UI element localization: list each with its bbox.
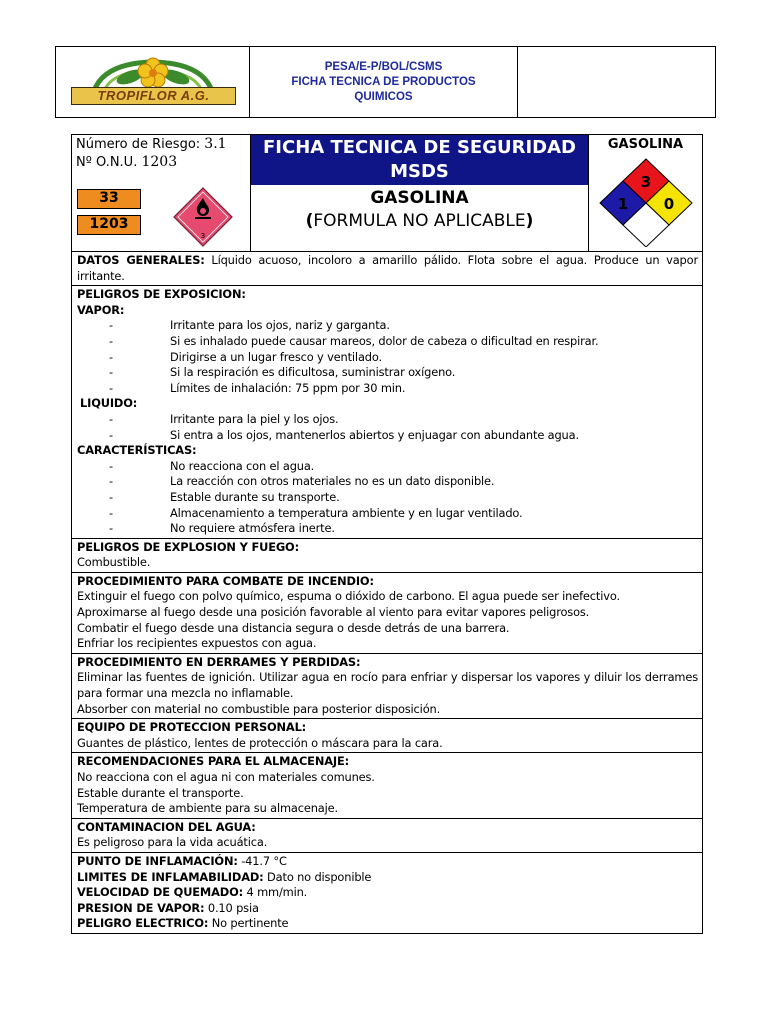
list-bullet: - bbox=[109, 474, 113, 489]
storage-line: Temperatura de ambiente para su almacenaje. bbox=[77, 801, 338, 816]
list-item-text: Dirigirse a un lugar fresco y ventilado. bbox=[170, 349, 382, 364]
list-item-text: Irritante para los ojos, nariz y garganta. bbox=[170, 318, 390, 333]
general-data-label: DATOS GENERALES: bbox=[77, 253, 205, 267]
sheet-top-block bbox=[72, 135, 702, 252]
list-item bbox=[77, 365, 698, 381]
characteristics-label: CARACTERÍSTICAS: bbox=[77, 443, 197, 458]
formula-open-paren: ( bbox=[305, 211, 314, 231]
exposure-hazards-label: PELIGROS DE EXPOSICION: bbox=[77, 287, 246, 302]
risk-number-value: 3.1 bbox=[204, 136, 227, 152]
property-value: 0.10 psia bbox=[204, 900, 259, 915]
list-bullet: - bbox=[109, 349, 113, 364]
explosion-fire-section bbox=[72, 539, 702, 573]
list-item-text: Si es inhalado puede causar mareos, dolor de cabeza o dificultad en respirar. bbox=[170, 333, 599, 348]
firefighting-line: Enfriar los recipientes expuestos con agua. bbox=[77, 636, 317, 651]
formula-text: FORMULA NO APLICABLE bbox=[313, 211, 526, 231]
property-line bbox=[77, 854, 698, 870]
product-formula bbox=[251, 211, 588, 231]
header-title-line1: FICHA TECNICA DE PRODUCTOS bbox=[291, 75, 476, 88]
nfpa-diamond-icon bbox=[596, 157, 696, 247]
liquid-list bbox=[77, 412, 698, 443]
storage-line: Estable durante el transporte. bbox=[77, 785, 244, 800]
general-data-text: Líquido acuoso, incoloro a amarillo pálido. Flota sobre el agua. Produce un vapor irritante. bbox=[77, 253, 698, 283]
nfpa-reactivity-value: 0 bbox=[663, 195, 675, 213]
list-item bbox=[77, 490, 698, 506]
flammable-liquid-diamond-icon bbox=[172, 186, 234, 248]
ppe-text: Guantes de plástico, lentes de protección o máscara para la cara. bbox=[77, 735, 443, 750]
list-bullet: - bbox=[109, 411, 113, 426]
list-bullet: - bbox=[109, 458, 113, 473]
spill-section bbox=[72, 654, 702, 719]
header-empty-cell bbox=[518, 47, 715, 117]
properties-section bbox=[72, 853, 702, 933]
list-item bbox=[77, 459, 698, 475]
svg-text:3: 3 bbox=[200, 232, 206, 240]
list-item bbox=[77, 318, 698, 334]
nfpa-product-label: GASOLINA bbox=[607, 137, 684, 152]
water-contamination-section bbox=[72, 819, 702, 853]
list-item-text: La reacción con otros materiales no es un dato disponible. bbox=[170, 474, 495, 489]
onu-number-label: Nº O.N.U. bbox=[76, 155, 138, 170]
property-label: LIMITES DE INFLAMABILIDAD: bbox=[77, 869, 264, 884]
document-code: PESA/E-P/BOL/CSMS bbox=[324, 60, 443, 73]
liquid-label: LIQUIDO: bbox=[80, 396, 138, 411]
firefighting-label: PROCEDIMIENTO PARA COMBATE DE INCENDIO: bbox=[77, 573, 374, 588]
list-bullet: - bbox=[109, 380, 113, 395]
header-title-line2: QUIMICOS bbox=[354, 90, 413, 103]
property-line bbox=[77, 870, 698, 886]
property-value: -41.7 °C bbox=[237, 853, 287, 868]
firefighting-section bbox=[72, 573, 702, 654]
vapor-label: VAPOR: bbox=[77, 302, 125, 317]
spill-line: Eliminar las fuentes de ignición. Utilizar agua en rocío para enfriar y dispersar los vapores y diluir los derrames para formar una mezcla no inflamable. bbox=[77, 670, 698, 701]
explosion-fire-label: PELIGROS DE EXPLOSION Y FUEGO: bbox=[77, 539, 299, 554]
list-item bbox=[77, 334, 698, 350]
list-bullet: - bbox=[109, 333, 113, 348]
header-title-cell bbox=[250, 47, 518, 117]
sheet-title-line1: FICHA TECNICA DE SEGURIDAD bbox=[263, 137, 576, 158]
list-item-text: No reacciona con el agua. bbox=[170, 458, 315, 473]
list-item-text: Estable durante su transporte. bbox=[170, 489, 340, 504]
list-bullet: - bbox=[109, 489, 113, 504]
firefighting-line: Extinguir el fuego con polvo químico, espuma o dióxido de carbono. El agua puede ser inefectivo. bbox=[77, 589, 620, 604]
list-bullet: - bbox=[109, 318, 113, 333]
exposure-hazards-section bbox=[72, 286, 702, 539]
water-contamination-label: CONTAMINACION DEL AGUA: bbox=[77, 819, 256, 834]
property-value: 4 mm/min. bbox=[243, 885, 308, 900]
sheet-title-line2: MSDS bbox=[390, 161, 449, 182]
storage-section bbox=[72, 753, 702, 818]
spill-label: PROCEDIMIENTO EN DERRAMES Y PERDIDAS: bbox=[77, 654, 361, 669]
storage-line: No reacciona con el agua ni con materiales comunes. bbox=[77, 770, 375, 784]
firefighting-line: Combatir el fuego desde una distancia segura o desde detrás de una barrera. bbox=[77, 620, 510, 635]
company-logo-text: TROPIFLOR A.G. bbox=[71, 87, 236, 105]
property-line bbox=[77, 901, 698, 917]
list-item bbox=[77, 350, 698, 366]
list-item-text: No requiere atmósfera inerte. bbox=[170, 521, 335, 536]
property-label: PRESION DE VAPOR: bbox=[77, 900, 205, 915]
risk-number-label: Número de Riesgo: bbox=[76, 137, 201, 152]
onu-number-line bbox=[76, 154, 177, 170]
company-logo-cell bbox=[56, 47, 250, 117]
property-line bbox=[77, 916, 698, 932]
property-label: PUNTO DE INFLAMACIÓN: bbox=[77, 853, 238, 868]
list-item-text: Límites de inhalación: 75 ppm por 30 min. bbox=[170, 380, 406, 395]
storage-label: RECOMENDACIONES PARA EL ALMACENAJE: bbox=[77, 754, 349, 769]
risk-number-line bbox=[76, 136, 227, 152]
property-value: No pertinente bbox=[208, 916, 289, 931]
sheet-title-block bbox=[251, 135, 589, 251]
onu-number-value: 1203 bbox=[141, 154, 178, 170]
property-line bbox=[77, 885, 698, 901]
list-item bbox=[77, 506, 698, 522]
list-item bbox=[77, 428, 698, 444]
list-item-text: Si la respiración es dificultosa, suministrar oxígeno. bbox=[170, 365, 456, 380]
list-item bbox=[77, 381, 698, 397]
general-data-section bbox=[72, 252, 702, 286]
document-header bbox=[55, 46, 716, 118]
list-bullet: - bbox=[109, 505, 113, 520]
list-item bbox=[77, 412, 698, 428]
property-label: PELIGRO ELECTRICO: bbox=[77, 916, 209, 931]
vapor-list bbox=[77, 318, 698, 396]
property-value: Dato no disponible bbox=[263, 869, 372, 884]
characteristics-list bbox=[77, 459, 698, 537]
firefighting-line: Aproximarse al fuego desde una posición favorable al viento para evitar vapores peligrosos. bbox=[77, 605, 590, 620]
list-bullet: - bbox=[109, 365, 113, 380]
nfpa-health-value: 1 bbox=[617, 195, 629, 213]
sheet-title-band bbox=[251, 135, 588, 185]
list-bullet: - bbox=[109, 521, 113, 536]
list-item-text: Si entra a los ojos, mantenerlos abiertos y enjuagar con abundante agua. bbox=[170, 427, 579, 442]
placard-un-number: 1203 bbox=[77, 215, 141, 235]
explosion-fire-text: Combustible. bbox=[77, 555, 151, 570]
ppe-label: EQUIPO DE PROTECCION PERSONAL: bbox=[77, 720, 307, 735]
water-contamination-text: Es peligroso para la vida acuática. bbox=[77, 835, 268, 850]
list-item-text: Irritante para la piel y los ojos. bbox=[170, 411, 339, 426]
nfpa-block bbox=[589, 135, 702, 251]
spill-line: Absorber con material no combustible para posterior disposición. bbox=[77, 701, 441, 716]
property-label: VELOCIDAD DE QUEMADO: bbox=[77, 885, 244, 900]
list-item-text: Almacenamiento a temperatura ambiente y en lugar ventilado. bbox=[170, 505, 523, 520]
list-bullet: - bbox=[109, 427, 113, 442]
placard-hazard-number: 33 bbox=[77, 189, 141, 209]
list-item bbox=[77, 474, 698, 490]
nfpa-flammability-value: 3 bbox=[640, 173, 652, 191]
list-item bbox=[77, 521, 698, 537]
formula-close-paren: ) bbox=[525, 211, 534, 231]
safety-data-sheet bbox=[71, 134, 703, 934]
risk-identification bbox=[72, 135, 251, 251]
product-name: GASOLINA bbox=[370, 188, 469, 208]
ppe-section bbox=[72, 719, 702, 753]
